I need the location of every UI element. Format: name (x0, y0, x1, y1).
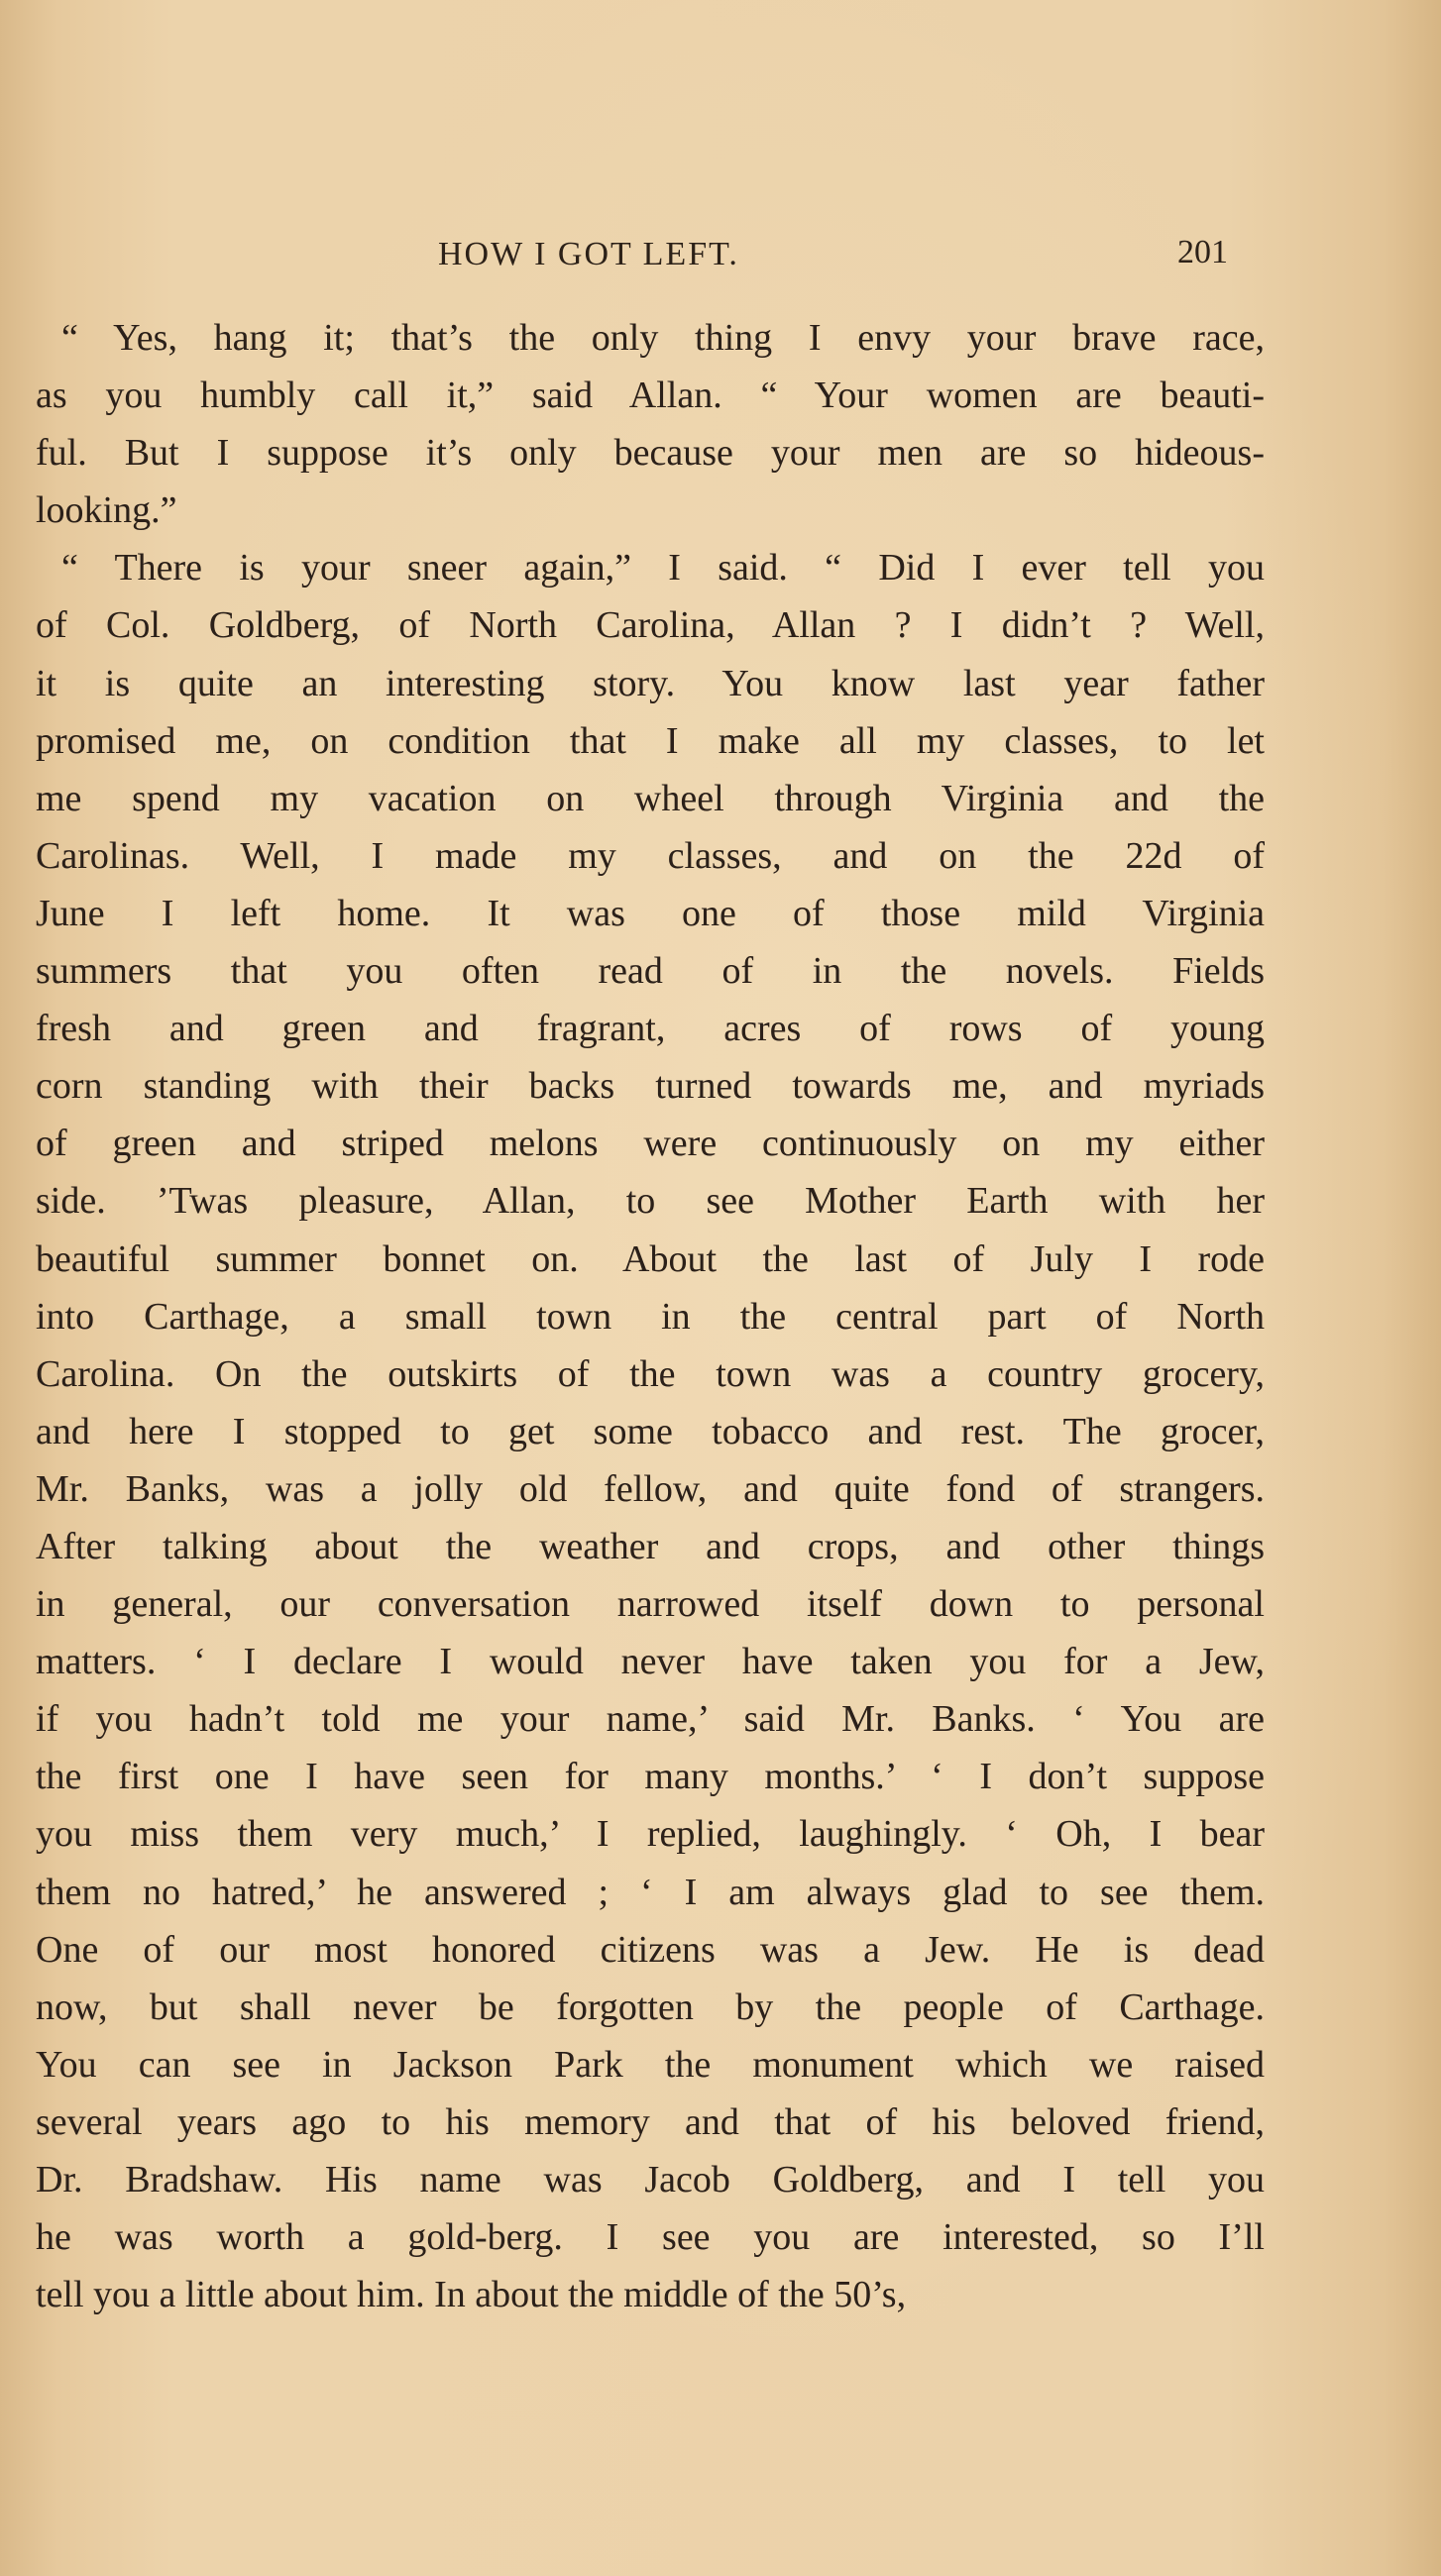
text-line: You can see in Jackson Park the monument which we raised (36, 2043, 1265, 2086)
text-line: matters. ‘ I declare I would never have taken you for a Jew, (36, 1641, 1265, 1683)
text-line: he was worth a gold-berg. I see you are interested, so I’ll (36, 2216, 1265, 2259)
text-line: “ Yes, hang it; that’s the only thing I envy your brave race, (61, 317, 1265, 359)
text-line: Carolina. On the outskirts of the town was a country grocery, (36, 1352, 1265, 1395)
text-line: of green and striped melons were continuously on my either (36, 1123, 1265, 1165)
text-line: you miss them very much,’ I replied, laughingly. ‘ Oh, I bear (36, 1813, 1265, 1856)
text-line: Carolinas. Well, I made my classes, and on the 22d of (36, 834, 1265, 877)
text-line: side. ’Twas pleasure, Allan, to see Mother Earth with her (36, 1180, 1265, 1223)
text-line: corn standing with their backs turned towards me, and myriads (36, 1065, 1265, 1108)
text-line: fresh and green and fragrant, acres of rows of young (36, 1008, 1265, 1050)
page-number: 201 (1177, 234, 1228, 270)
text-line: After talking about the weather and crops, and other things (36, 1525, 1265, 1567)
text-line: summers that you often read of in the novels. Fields (36, 950, 1265, 993)
text-line: “ There is your sneer again,” I said. “ Did I ever tell you (61, 547, 1265, 590)
text-line: Dr. Bradshaw. His name was Jacob Goldberg, and I tell you (36, 2159, 1265, 2200)
body-text (36, 309, 1265, 2323)
text-line: me spend my vacation on wheel through Virginia and the (36, 777, 1265, 819)
text-line: in general, our conversation narrowed itself down to personal (36, 1583, 1265, 1626)
text-line: if you hadn’t told me your name,’ said Mr. Banks. ‘ You are (36, 1698, 1265, 1741)
text-line: into Carthage, a small town in the central part of North (36, 1295, 1265, 1338)
text-line: beautiful summer bonnet on. About the last of July I rode (36, 1237, 1265, 1280)
text-line: it is quite an interesting story. You know last year father (36, 662, 1265, 704)
text-line: ful. But I suppose it’s only because your men are so hideous- (36, 432, 1265, 475)
text-line: tell you a little about him. In about the middle of the 50’s, (36, 2274, 907, 2316)
text-line: June I left home. It was one of those mild Virginia (36, 892, 1265, 934)
text-line: promised me, on condition that I make all my classes, to let (36, 719, 1265, 762)
page-header (0, 226, 1441, 285)
text-line: the first one I have seen for many months.’ ‘ I don’t suppose (36, 1756, 1265, 1798)
text-line: them no hatred,’ he answered ; ‘ I am always glad to see them. (36, 1871, 1265, 1913)
text-line: Mr. Banks, was a jolly old fellow, and quite fond of strangers. (36, 1467, 1265, 1510)
text-line: of Col. Goldberg, of North Carolina, Allan ? I didn’t ? Well, (36, 604, 1265, 647)
text-line: as you humbly call it,” said Allan. “ Your women are beauti- (36, 375, 1265, 417)
text-line: now, but shall never be forgotten by the people of Carthage. (36, 1986, 1265, 2028)
text-line: and here I stopped to get some tobacco and rest. The grocer, (36, 1410, 1265, 1452)
text-line: several years ago to his memory and that of his beloved friend, (36, 2100, 1265, 2143)
running-title: HOW I GOT LEFT. (438, 236, 739, 272)
text-line: looking.” (36, 489, 177, 532)
text-line: One of our most honored citizens was a Jew. He is dead (36, 1928, 1265, 1971)
